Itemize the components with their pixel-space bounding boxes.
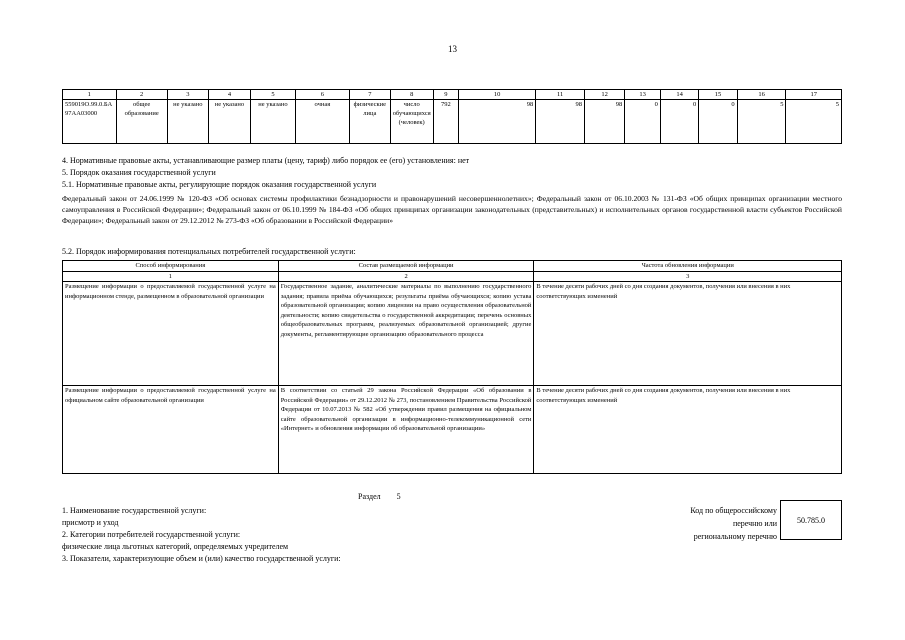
col-header: 11 — [536, 90, 585, 100]
paragraph-5-2: 5.2. Порядок информирования потенциальных потребителей государственной услуги: — [62, 247, 356, 256]
table-cell: 98 — [459, 100, 536, 144]
registry-code-box: 50.785.0 — [780, 500, 842, 540]
table-row — [63, 100, 842, 144]
table-cell: 98 — [584, 100, 624, 144]
table-cell: 0 — [625, 100, 661, 144]
paragraph-4: 4. Нормативные правовые акты, устанавливающие размер платы (цену, тариф) либо порядок ее (его) установления: нет — [62, 156, 470, 165]
table-cell: не указано — [208, 100, 250, 144]
table-cell: 792 — [433, 100, 458, 144]
table-cell: 5 — [786, 100, 842, 144]
code-label-line: региональному перечню — [693, 532, 777, 541]
paragraph-5-1: 5.1. Нормативные правовые акты, регулирующие порядок оказания государственной услуги — [62, 180, 377, 189]
code-label-line: перечню или — [732, 519, 777, 528]
table-cell: не указано — [167, 100, 208, 144]
table-cell: 0 — [660, 100, 698, 144]
table-cell: не указано — [250, 100, 295, 144]
col-header: 2 — [116, 90, 167, 100]
col-number: 3 — [534, 271, 842, 282]
service-name-value: присмотр и уход — [62, 518, 119, 527]
content-cell: В соответствии со статьей 29 закона Российской Федерации «Об образовании в Российской Федерации» от 29.12.2012 № 273, постановлением Правительства Российской Федерации от 10.07.2013 № 582 «Об утверждении правил размещения на официальном сайте образовательной организации в информационно-телекоммуникационной сети «Интернет» и обновления информации об образовательной организации» — [278, 386, 534, 474]
section-label: Раздел — [358, 492, 381, 501]
table-cell: 5 — [737, 100, 786, 144]
col-header: 14 — [660, 90, 698, 100]
table-cell: число обучающихся (человек) — [390, 100, 433, 144]
col-header: 13 — [625, 90, 661, 100]
method-cell: Размещение информации о предоставляемой государственной услуге на информационном стенде, размещенном в образовательной организации — [63, 282, 279, 386]
code-label-line: Код по общероссийскому — [690, 506, 777, 515]
col-header: 9 — [433, 90, 458, 100]
paragraph-5: 5. Порядок оказания государственной услуги — [62, 168, 216, 177]
frequency-cell: В течение десяти рабочих дней со дня создания документов, получения или внесения в них соответствующих изменений — [534, 282, 842, 386]
col-header: Способ информирования — [63, 261, 279, 272]
col-header: 7 — [349, 90, 390, 100]
table-header-row — [63, 90, 842, 100]
col-header: 1 — [63, 90, 117, 100]
service-name-label: 1. Наименование государственной услуги: — [62, 506, 207, 515]
registry-code-cell: 559019О.99.0.БА97АА03000 — [63, 100, 117, 144]
col-header: 15 — [699, 90, 737, 100]
page-number: 13 — [448, 44, 457, 54]
table-row — [63, 386, 842, 474]
content-cell: Государственное задание, аналитические материалы по выполнению государственного задания; правила приёма обучающихся; результаты приёма обучающихся; копию устава образовательной организации; копию лицензии на право осуществления образовательной деятельности; копию свидетельства о государственной аккредитации; перечень основных общеобразовательных программ, реализуемых образовательной организацией; другие документы, регламентирующие организацию образовательного процесса — [278, 282, 534, 386]
table-cell: общее образование — [116, 100, 167, 144]
table-cell: 0 — [699, 100, 737, 144]
table-row — [63, 282, 842, 386]
col-header: Частота обновления информации — [534, 261, 842, 272]
section-number: 5 — [396, 492, 401, 501]
table-cell: физические лица — [349, 100, 390, 144]
section-heading — [358, 491, 401, 502]
col-header: 3 — [167, 90, 208, 100]
col-header: 8 — [390, 90, 433, 100]
col-header: 12 — [584, 90, 624, 100]
table-cell: 98 — [536, 100, 585, 144]
col-header: Состав размещаемой информации — [278, 261, 534, 272]
legal-acts-text: Федеральный закон от 24.06.1999 № 120-ФЗ «Об основах системы профилактики безнадзорности и правонарушений несовершеннолетних»; Федеральный закон от 06.10.2003 № 131-ФЗ «Об общих принципах организации местного самоуправления в Российской Федерации»; Федеральный закон от 06.10.1999 № 184-ФЗ «Об общих принципах организации законодательных (представительных) и исполнительных органов государственной власти субъектов Российской Федерации»; Федеральный закон от 29.12.2012 № 273-ФЗ «Об образовании в Российской Федерации» — [62, 194, 842, 225]
method-cell: Размещение информации о предоставляемой государственной услуге на официальном сайте образовательной организации — [63, 386, 279, 474]
indicators-label: 3. Показатели, характеризующие объем и (или) качество государственной услуги: — [62, 554, 341, 563]
col-number: 2 — [278, 271, 534, 282]
table-number-row — [63, 271, 842, 282]
consumer-category-label: 2. Категории потребителей государственной услуги: — [62, 530, 241, 539]
table-cell: очная — [295, 100, 349, 144]
col-header: 6 — [295, 90, 349, 100]
col-number: 1 — [63, 271, 279, 282]
col-header: 5 — [250, 90, 295, 100]
table-header-row — [63, 261, 842, 272]
consumer-category-value: физические лица льготных категорий, определяемых учредителем — [62, 542, 289, 551]
frequency-cell: В течение десяти рабочих дней со дня создания документов, получения или внесения в них соответствующих изменений — [534, 386, 842, 474]
col-header: 10 — [459, 90, 536, 100]
information-procedure-table — [62, 260, 842, 474]
registry-code-label — [690, 504, 777, 543]
col-header: 16 — [737, 90, 786, 100]
indicators-table — [62, 89, 842, 144]
col-header: 17 — [786, 90, 842, 100]
col-header: 4 — [208, 90, 250, 100]
